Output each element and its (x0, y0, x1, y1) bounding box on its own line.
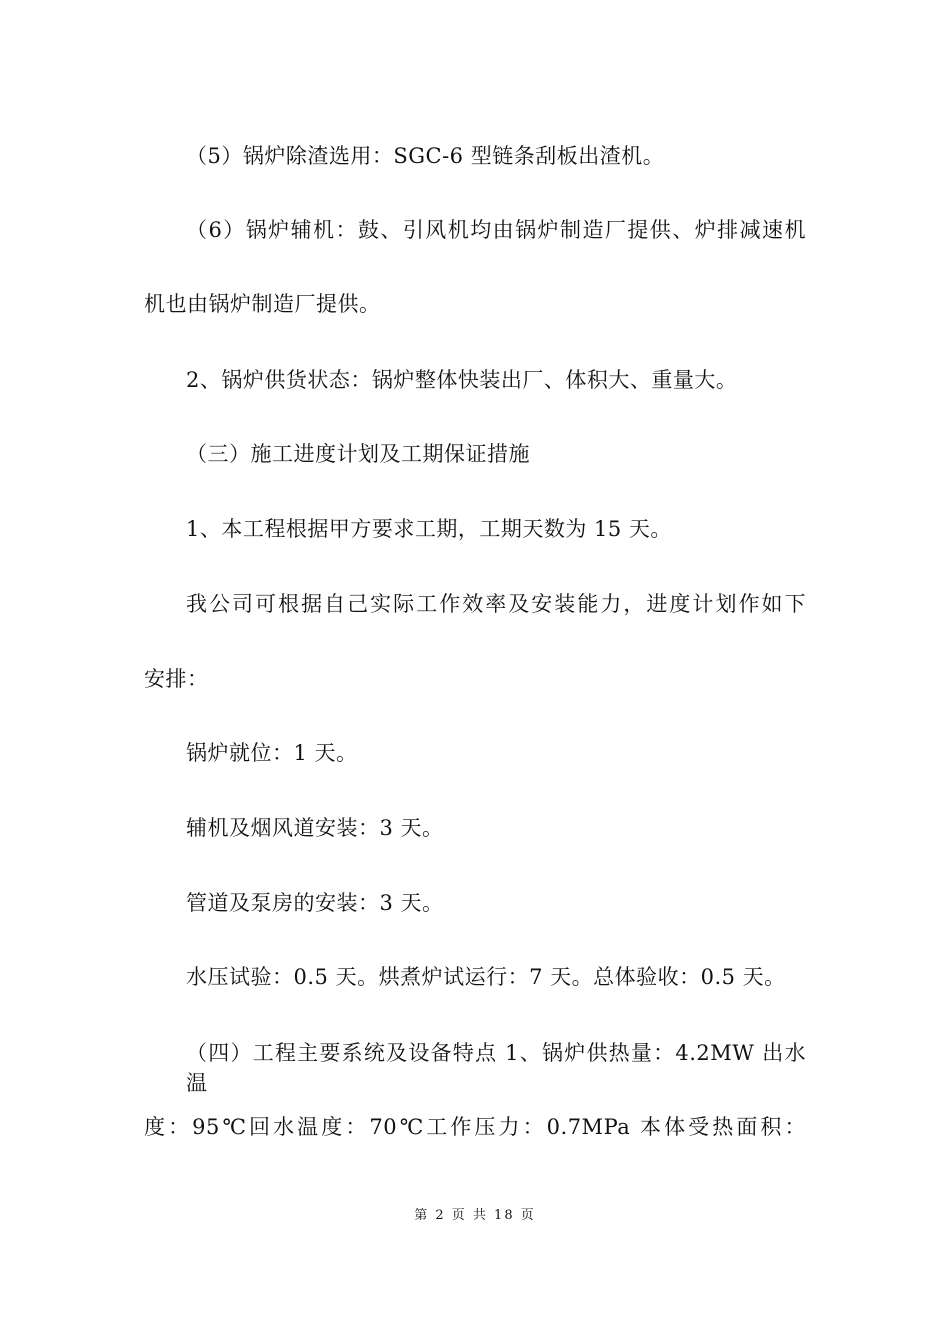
paragraph-line: 2、锅炉供货状态：锅炉整体快装出厂、体积大、重量大。 (186, 368, 738, 392)
paragraph-line: （四）工程主要系统及设备特点 1、锅炉供热量：4.2MW 出水温 (186, 1041, 806, 1095)
section-heading: （三）施工进度计划及工期保证措施 (186, 442, 530, 466)
schedule-item: 锅炉就位：1 天。 (186, 741, 358, 765)
paragraph-line: 1、本工程根据甲方要求工期，工期天数为 15 天。 (186, 517, 672, 541)
paragraph-line: 安排： (144, 667, 209, 691)
page-number-footer: 第 2 页 共 18 页 (414, 1208, 536, 1223)
paragraph-line: 机也由锅炉制造厂提供。 (144, 292, 381, 316)
schedule-item: 管道及泵房的安装：3 天。 (186, 891, 444, 915)
paragraph-line: （6）锅炉辅机：鼓、引风机均由锅炉制造厂提供、炉排减速机 (186, 218, 806, 242)
paragraph-line: 度：95℃回水温度：70℃工作压力：0.7MPa 本体受热面积： (144, 1115, 806, 1139)
paragraph-line: （5）锅炉除渣选用：SGC-6 型链条刮板出渣机。 (186, 144, 665, 168)
schedule-item: 水压试验：0.5 天。烘煮炉试运行：7 天。总体验收：0.5 天。 (186, 965, 786, 989)
schedule-item: 辅机及烟风道安装：3 天。 (186, 816, 444, 840)
paragraph-line: 我公司可根据自己实际工作效率及安装能力，进度计划作如下 (186, 592, 806, 616)
